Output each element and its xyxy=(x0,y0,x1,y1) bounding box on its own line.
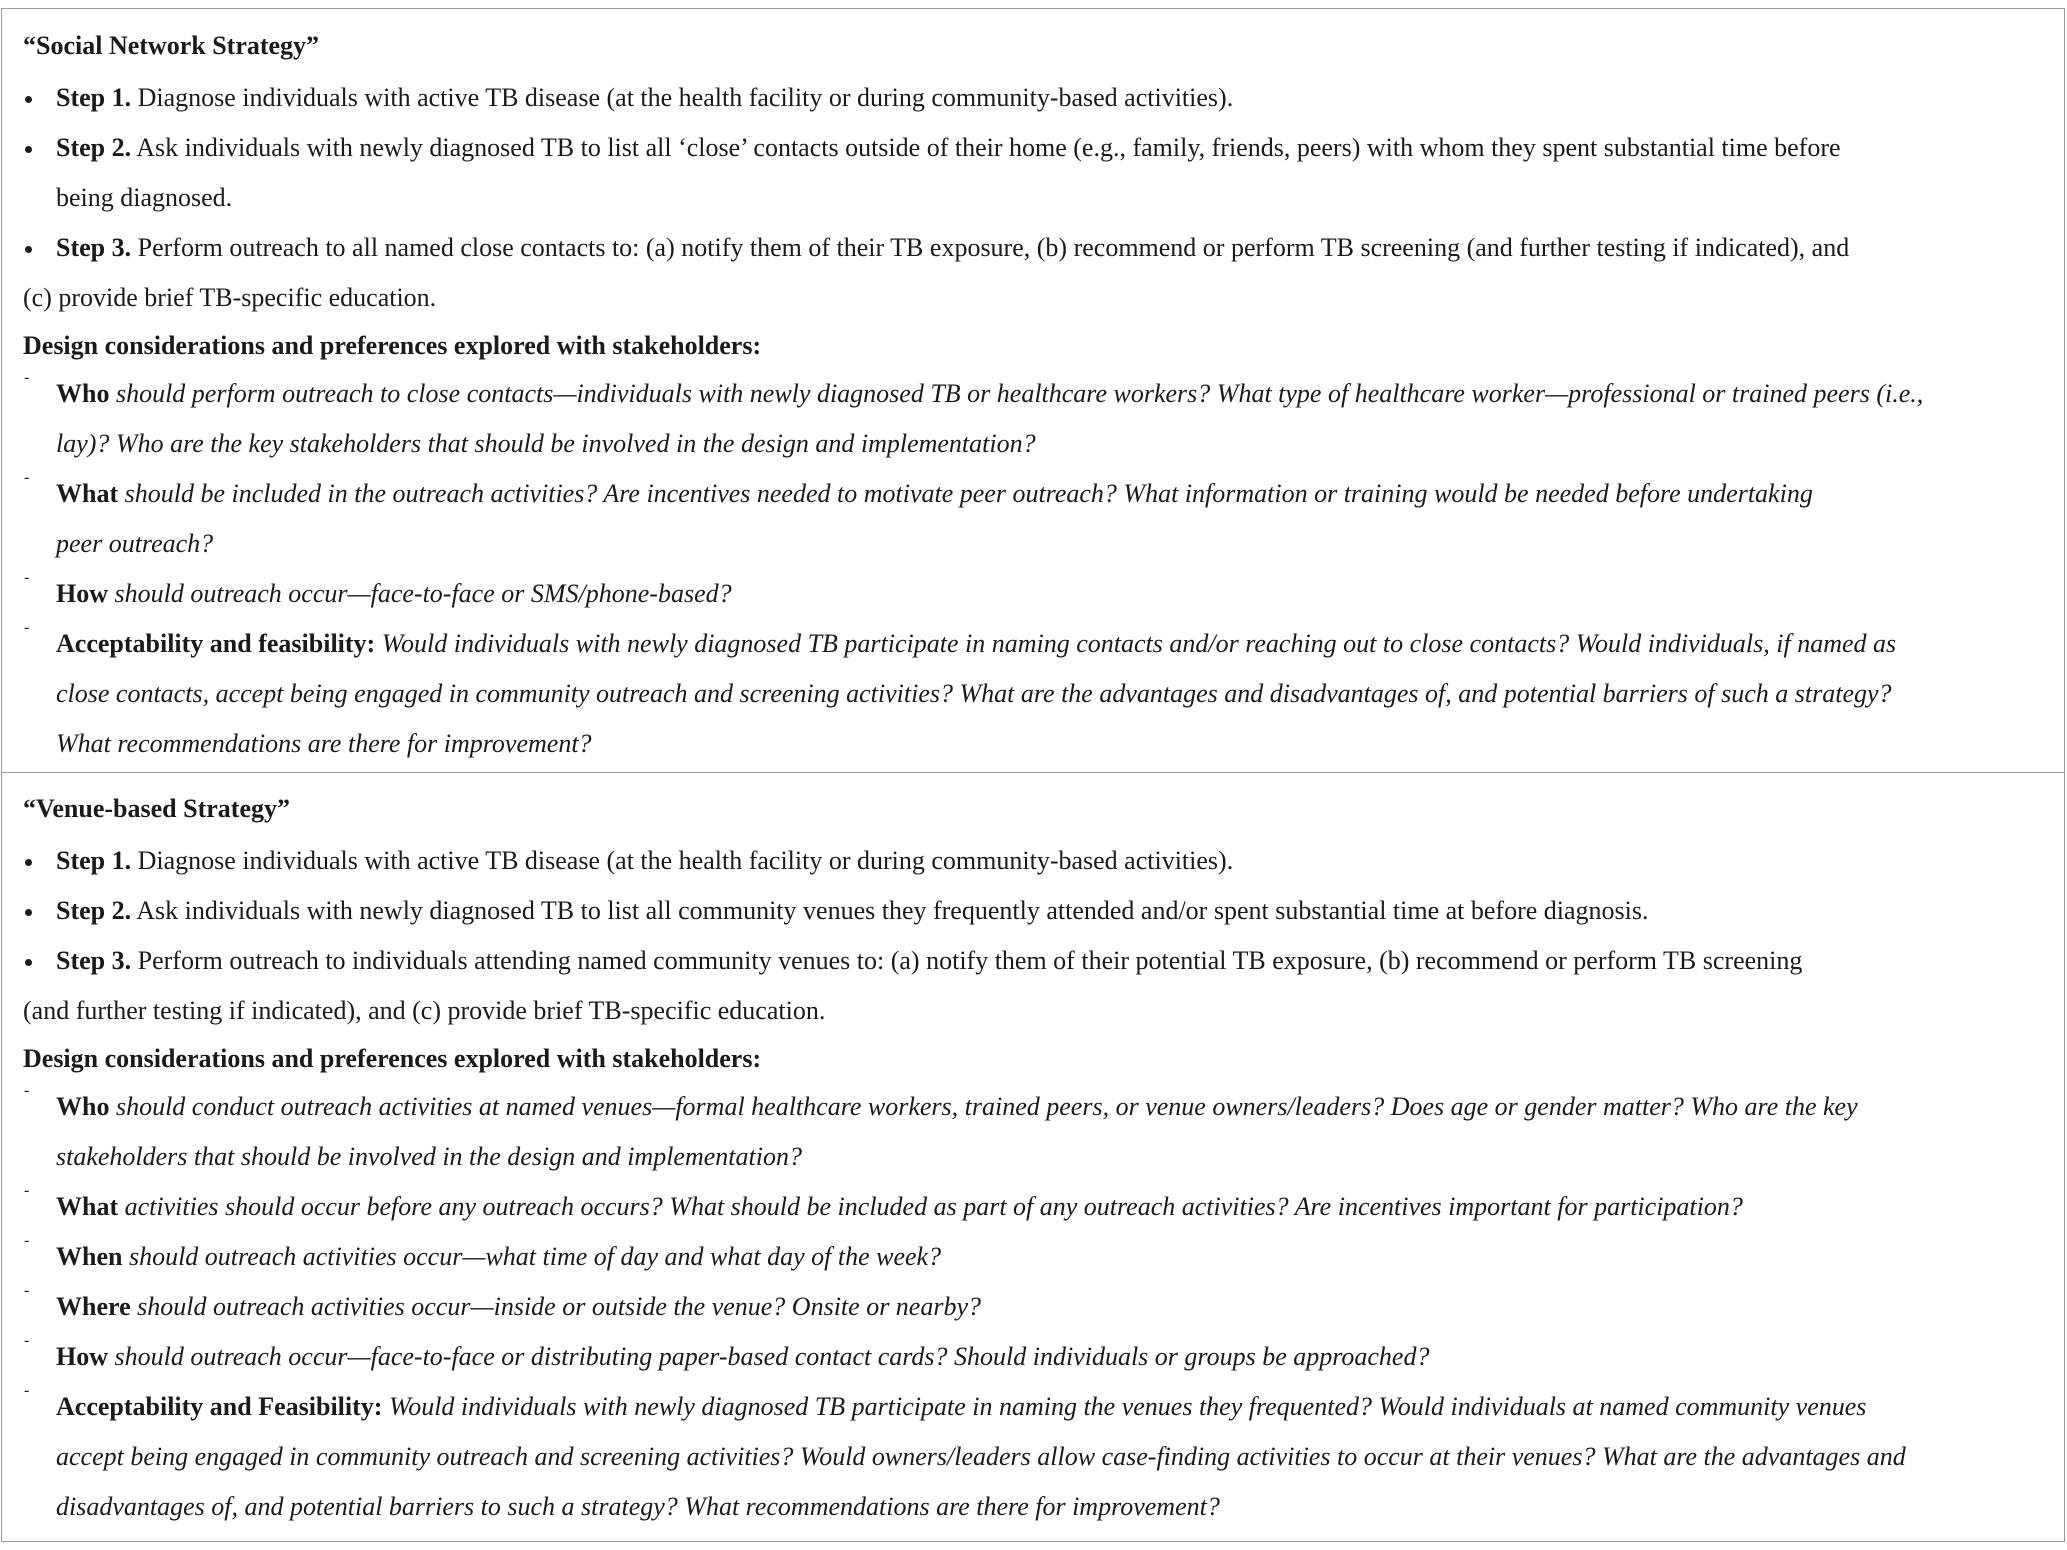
step-text-continued: being diagnosed. xyxy=(56,183,233,212)
consideration-text-continued: disadvantages of, and potential barriers to such a strategy? What recommendations are there for improvement? xyxy=(56,1492,1220,1521)
step-item xyxy=(23,836,2044,886)
consideration-text: Would individuals with newly diagnosed TB participate in naming contacts and/or reaching out to close contacts? Would individuals, if named as xyxy=(381,629,1897,658)
section-social-network xyxy=(2,9,2064,773)
consideration-text-continued: What recommendations are there for improvement? xyxy=(56,729,592,758)
dash-marker: - xyxy=(24,1182,30,1199)
step-text: Diagnose individuals with active TB disease (at the health facility or during community-based activities). xyxy=(137,83,1234,112)
consideration-text-continued: accept being engaged in community outreach and screening activities? Would owners/leaders allow case-finding activities to occur at their venues? What are the advantages and xyxy=(56,1442,1906,1471)
consideration-item xyxy=(23,1082,2044,1182)
dash-marker: - xyxy=(24,1332,30,1349)
consideration-item xyxy=(23,1282,2044,1332)
consideration-text: should conduct outreach activities at named venues—formal healthcare workers, trained peers, or venue owners/leaders? Does age or gender matter? Who are the key xyxy=(115,1092,1858,1121)
step-label: Step 3. xyxy=(56,233,132,262)
consideration-label: What xyxy=(56,1192,119,1221)
consideration-text-continued: peer outreach? xyxy=(56,529,214,558)
strategy-table xyxy=(1,8,2065,1542)
step-text-continued: (and further testing if indicated), and (c) provide brief TB-specific education. xyxy=(23,996,826,1025)
considerations-heading: Design considerations and preferences explored with stakeholders: xyxy=(23,1044,762,1073)
step-item xyxy=(23,886,2044,936)
consideration-label: Who xyxy=(56,379,110,408)
consideration-text-continued: stakeholders that should be involved in the design and implementation? xyxy=(56,1142,802,1171)
consideration-text: should outreach activities occur—what time of day and what day of the week? xyxy=(128,1242,942,1271)
consideration-text: should outreach occur—face-to-face or SMS/phone-based? xyxy=(114,579,732,608)
dash-marker: - xyxy=(24,569,30,586)
step-text-continued: (c) provide brief TB-specific education. xyxy=(23,283,437,312)
step-label: Step 1. xyxy=(56,83,132,112)
dash-marker: - xyxy=(24,369,30,386)
step-label: Step 3. xyxy=(56,946,132,975)
step-text: Ask individuals with newly diagnosed TB to list all community venues they frequently attended and/or spent substantial time at before diagnosis. xyxy=(136,896,1649,925)
consideration-item xyxy=(23,469,2044,569)
consideration-label: Acceptability and feasibility: xyxy=(56,629,376,658)
dash-marker: - xyxy=(24,1232,30,1249)
consideration-text: activities should occur before any outreach occurs? What should be included as part of any outreach activities? Are incentives important for participation? xyxy=(124,1192,1743,1221)
consideration-item xyxy=(23,1382,2044,1532)
consideration-label: What xyxy=(56,479,119,508)
dash-marker: - xyxy=(24,469,30,486)
consideration-item xyxy=(23,569,2044,619)
consideration-text-continued: close contacts, accept being engaged in community outreach and screening activities? What are the advantages and disadvantages of, and potential barriers of such a strategy? xyxy=(56,679,1892,708)
consideration-text: should be included in the outreach activities? Are incentives needed to motivate peer outreach? What information or training would be needed before undertaking xyxy=(124,479,1813,508)
consideration-text: should perform outreach to close contacts—individuals with newly diagnosed TB or healthcare workers? What type of healthcare worker—professional or trained peers (i.e., xyxy=(115,379,1924,408)
consideration-item xyxy=(23,369,2044,469)
dash-marker: - xyxy=(24,1282,30,1299)
consideration-text: Would individuals with newly diagnosed TB participate in naming the venues they frequented? Would individuals at named community venues xyxy=(388,1392,1867,1421)
step-label: Step 1. xyxy=(56,846,132,875)
step-text: Perform outreach to individuals attending named community venues to: (a) notify them of their potential TB exposure, (b) recommend or perform TB screening xyxy=(137,946,1803,975)
section-venue-based xyxy=(2,773,2064,1532)
step-text: Ask individuals with newly diagnosed TB to list all ‘close’ contacts outside of their home (e.g., family, friends, peers) with whom they spent substantial time before xyxy=(136,133,1841,162)
dash-marker: - xyxy=(24,1082,30,1099)
consideration-label: How xyxy=(56,1342,108,1371)
consideration-item xyxy=(23,619,2044,769)
step-item xyxy=(23,936,2044,1036)
consideration-label: Who xyxy=(56,1092,110,1121)
step-label: Step 2. xyxy=(56,896,132,925)
step-text: Diagnose individuals with active TB disease (at the health facility or during community-based activities). xyxy=(137,846,1234,875)
section-title: “Social Network Strategy” xyxy=(23,31,320,60)
step-item xyxy=(23,73,2044,123)
dash-marker: - xyxy=(24,619,30,636)
section-title: “Venue-based Strategy” xyxy=(23,794,290,823)
consideration-text: should outreach activities occur—inside or outside the venue? Onsite or nearby? xyxy=(137,1292,982,1321)
step-text: Perform outreach to all named close contacts to: (a) notify them of their TB exposure, (b) recommend or perform TB screening (and further testing if indicated), and xyxy=(137,233,1850,262)
consideration-item xyxy=(23,1332,2044,1382)
consideration-text-continued: lay)? Who are the key stakeholders that should be involved in the design and implementation? xyxy=(56,429,1036,458)
consideration-item xyxy=(23,1232,2044,1282)
step-label: Step 2. xyxy=(56,133,132,162)
considerations-heading: Design considerations and preferences explored with stakeholders: xyxy=(23,331,762,360)
dash-marker: - xyxy=(24,1382,30,1399)
step-item xyxy=(23,123,2044,223)
consideration-label: Where xyxy=(56,1292,131,1321)
consideration-text: should outreach occur—face-to-face or distributing paper-based contact cards? Should individuals or groups be approached? xyxy=(114,1342,1430,1371)
consideration-item xyxy=(23,1182,2044,1232)
step-item xyxy=(23,223,2044,323)
consideration-label: When xyxy=(56,1242,123,1271)
consideration-label: How xyxy=(56,579,108,608)
consideration-label: Acceptability and Feasibility: xyxy=(56,1392,383,1421)
